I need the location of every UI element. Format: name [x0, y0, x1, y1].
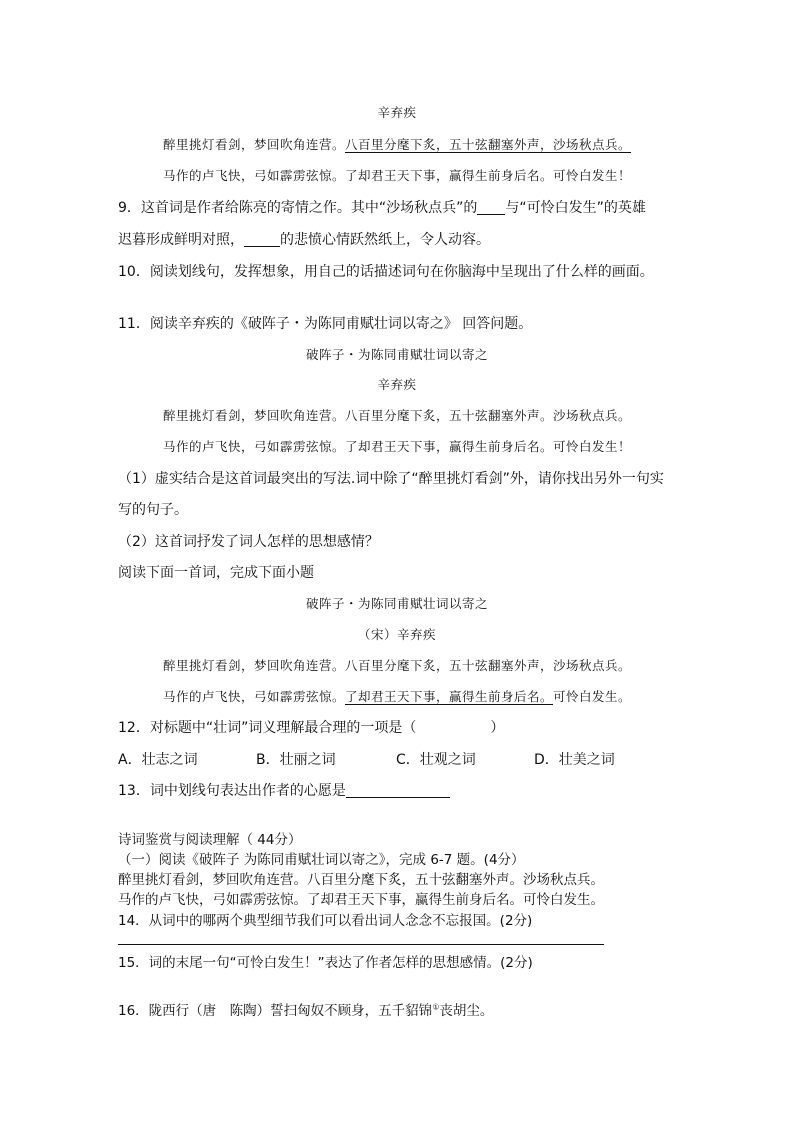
q12-option-a[interactable]: A．壮志之词 — [118, 752, 198, 768]
q11-sub1-a: （1）虚实结合是这首词最突出的写法.词中除了“醉里挑灯看剑”外，请你找出另外一句实 — [118, 471, 664, 487]
q13 — [118, 780, 738, 800]
q13-text: 13．词中划线句表达出作者的心愿是 — [118, 783, 346, 799]
section2-title: 破阵子・为陈同甫赋壮词以寄之 — [305, 596, 488, 611]
q16-text-a: 16．陇西行（唐 陈陶）誓扫匈奴不顾身，五千貂锦 — [118, 1003, 433, 1019]
section2-line2-a: 马作的卢飞快，弓如霹雳弦惊。 — [162, 689, 345, 704]
q9-text-c: 迟暮形成鲜明对照， — [118, 232, 244, 248]
section2-line1: 醉里挑灯看剑，梦回吹角连营。八百里分麾下炙，五十弦翻塞外声，沙场秋点兵。 — [162, 658, 631, 673]
q9-text-a: 9．这首词是作者给陈亮的寄情之作。其中“沙场秋点兵”的 — [118, 200, 478, 216]
poem1-line1 — [0, 135, 794, 153]
q16-footnote-mark: ① — [432, 1002, 440, 1012]
q15: 15．词的末尾一句“可怜白发生！”表达了作者怎样的思想感情。(2分) — [118, 955, 533, 971]
q11-sub2: （2）这首词抒发了词人怎样的思想感情？ — [118, 534, 379, 550]
q12-stem-end: ） — [490, 720, 505, 736]
q9-line2 — [118, 229, 718, 249]
q12-option-d[interactable]: D．壮美之词 — [534, 752, 615, 768]
poem1-line2: 马作的卢飞快，弓如霹雳弦惊。了却君王天下事，赢得生前身后名。可怜白发生！ — [162, 168, 631, 183]
q14-answer-line[interactable] — [118, 944, 604, 945]
q9-text-b: 与“可怜白发生”的英雄 — [505, 200, 646, 216]
poem1-line1-underlined: 八百里分麾下炙，五十弦翻塞外声，沙场秋点兵。 — [345, 137, 632, 152]
section3-line2: 马作的卢飞快，弓如霹雳弦惊。了却君王天下事，赢得生前身后名。可怜白发生。 — [118, 892, 604, 908]
q12-stem — [118, 717, 738, 737]
poem1-line1-a: 醉里挑灯看剑，梦回吹角连营。 — [162, 137, 345, 152]
q12-option-b[interactable]: B．壮丽之词 — [256, 752, 336, 768]
section2-line2-underlined: 了却君王天下事，赢得生前身后名。 — [344, 689, 553, 704]
q9-text-d: 的悲愤心情跃然纸上，令人动容。 — [280, 232, 490, 248]
q11-sub1-b: 写的句子。 — [118, 502, 188, 518]
q11-line1: 醉里挑灯看剑，梦回吹角连营。八百里分麾下炙，五十弦翻塞外声。沙场秋点兵。 — [162, 408, 631, 423]
q13-blank[interactable] — [346, 783, 450, 798]
q12-stem-text: 12．对标题中“壮词”词义理解最合理的一项是（ — [118, 720, 417, 736]
q11-intro: 11．阅读辛弃疾的《破阵子・为陈同甫赋壮词以寄之》 回答问题。 — [118, 316, 533, 332]
q14: 14．从词中的哪两个典型细节我们可以看出词人念念不忘报国。(2分) — [118, 913, 533, 929]
q11-title: 破阵子・为陈同甫赋壮词以寄之 — [305, 347, 488, 362]
q11-author: 辛弃疾 — [377, 377, 417, 392]
q10: 10．阅读划线句，发挥想象，用自己的话描述词句在你脑海中呈现出了什么样的画面。 — [118, 264, 654, 280]
q9-line1 — [118, 197, 718, 217]
q9-blank-2[interactable] — [244, 232, 280, 247]
section2-author: （宋）辛弃疾 — [357, 627, 436, 642]
section3-heading: 诗词鉴赏与阅读理解（ 44分） — [118, 832, 302, 848]
q16-text-b: 丧胡尘。 — [439, 1003, 494, 1019]
q16 — [118, 999, 738, 1019]
poem1-author: 辛弃疾 — [377, 105, 417, 120]
section2-intro: 阅读下面一首词，完成下面小题 — [118, 565, 314, 581]
section2-line2 — [0, 687, 794, 705]
q11-line2: 马作的卢飞快，弓如霹雳弦惊。了却君王天下事，赢得生前身后名。可怜白发生！ — [162, 439, 631, 454]
q12-option-c[interactable]: C．壮观之词 — [396, 752, 476, 768]
q9-blank-1[interactable] — [477, 200, 505, 215]
section3-line1: 醉里挑灯看剑，梦回吹角连营。八百里分麾下炙，五十弦翻塞外声。沙场秋点兵。 — [118, 872, 604, 888]
section3-sub: （一）阅读《破阵子 为陈同甫赋壮词以寄之》，完成 6-7 题。(4分） — [118, 852, 525, 868]
section2-line2-c: 可怜白发生。 — [553, 689, 632, 704]
